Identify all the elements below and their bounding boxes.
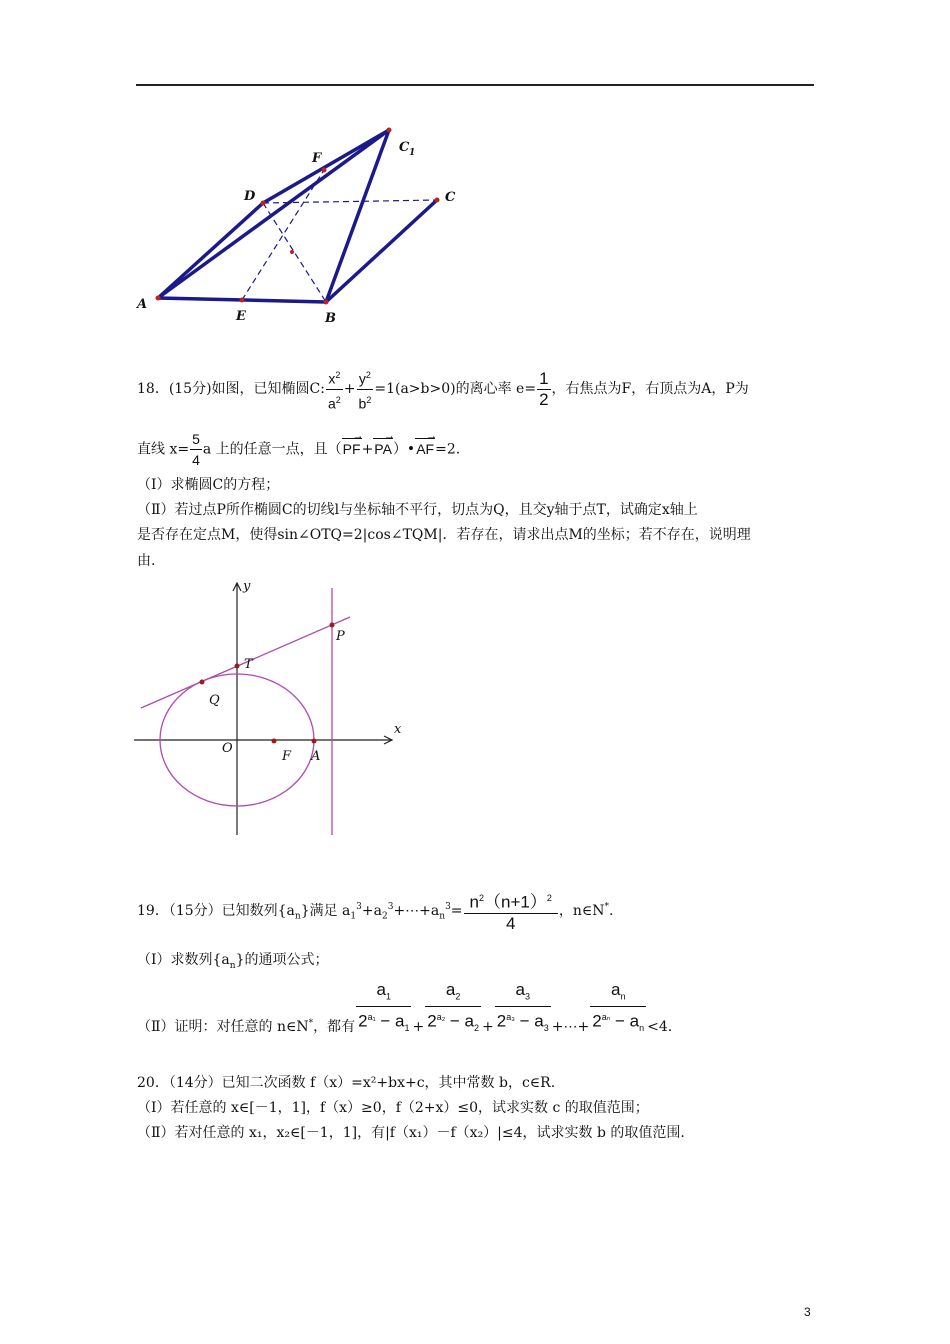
label-O: O xyxy=(222,741,233,756)
q20-part1: （Ⅰ）若任意的 x∈[－1，1]，f（x）≥0，f（2+x）≤0，试求实数 c 的取值范围； xyxy=(137,1100,649,1116)
ellipse-figure xyxy=(130,575,420,840)
point-F xyxy=(322,168,327,173)
vector-PA: PA → xyxy=(373,438,393,459)
q19-part2: （Ⅱ）证明：对任意的 n∈N*，都有 $\frac{a_1}{2^{a_1} - a_1}$ + $\frac{a_2}{2^{a_2} - a_2}$ + $\frac{a_3}{2^{a_3} - a_3}$ +⋯+ $\frac{a_n}{2^{a_n} - a_n}$ <4. xyxy=(137,980,673,1036)
label-D: D xyxy=(244,189,256,204)
q18-part2-b: 是否存在定点M，使得sin∠OTQ=2|cos∠TQM|．若存在，请求出点M的坐标；若不存在，说明理 xyxy=(137,527,751,543)
label-F: F xyxy=(312,151,322,166)
q19-part1: （Ⅰ）求数列$\{a_n\}$的通项公式； xyxy=(137,952,329,971)
prism-figure xyxy=(130,118,470,328)
point-T xyxy=(235,664,240,669)
vector-AF: AF → xyxy=(415,438,435,459)
point-C xyxy=(435,198,440,203)
point-A xyxy=(312,739,317,744)
label-B: B xyxy=(325,311,336,326)
label-x: x xyxy=(394,722,402,737)
q18-line1: 18．(15分)如图，已知椭圆C: $\frac{x^2}{a^2}$ + $\frac{y^2}{b^2}$ =1(a>b>0)的离心率 e= $\frac{1}{2}$ ，右焦点为F，右顶点为A，P为 xyxy=(137,365,749,413)
q18-part1: （Ⅰ）求椭圆C的方程； xyxy=(137,477,280,493)
q18-part2-a: （Ⅱ）若过点P所作椭圆C的切线l与坐标轴不平行，切点为Q，且交y轴于点T，试确定x轴上 xyxy=(137,502,698,518)
label-C1: C xyxy=(399,140,410,155)
point-A xyxy=(156,296,161,301)
point-D xyxy=(261,201,266,206)
q18-part2-c: 由. xyxy=(137,553,156,569)
label-C1-sub: 1 xyxy=(409,148,416,158)
point-F xyxy=(272,739,277,744)
label-A: A xyxy=(137,297,148,312)
label-P: P xyxy=(336,629,345,644)
point-Q xyxy=(200,680,205,685)
header-rule xyxy=(136,84,814,86)
label-y: y xyxy=(243,579,251,594)
q18-line2: 直线 x= $\frac{5}{4}$ a 上的任意一点，且（PF →+PA →）•AF →=2. xyxy=(137,429,460,470)
point-E xyxy=(240,298,245,303)
vector-PF: PF → xyxy=(342,438,362,459)
page-number: 3 xyxy=(804,1305,811,1319)
label-A: A xyxy=(311,749,321,764)
midpoint-dot xyxy=(290,250,294,254)
q20-part2: （Ⅱ）若对任意的 x₁，x₂∈[－1，1]，有|f（x₁）－f（x₂）|≤4，试求实数 b 的取值范围. xyxy=(137,1125,685,1141)
label-F: F xyxy=(282,749,292,764)
label-E: E xyxy=(236,309,246,324)
label-Q: Q xyxy=(209,693,220,708)
label-C: C xyxy=(445,190,456,205)
point-B xyxy=(324,300,329,305)
q20-line1: 20．（14分）已知二次函数 f（x）=x²+bx+c，其中常数 b，c∈R. xyxy=(137,1075,556,1091)
label-T: T xyxy=(244,657,253,672)
q19-line1: 19．（15分）已知数列$\{a_n\}$满足 $a_1^3+a_2^3+\cdots+a_n^3=$ $\frac{n^2(n+1)^2}{4}$ ，n∈N*. xyxy=(137,888,613,934)
point-C1 xyxy=(387,128,392,133)
point-P xyxy=(330,623,335,628)
